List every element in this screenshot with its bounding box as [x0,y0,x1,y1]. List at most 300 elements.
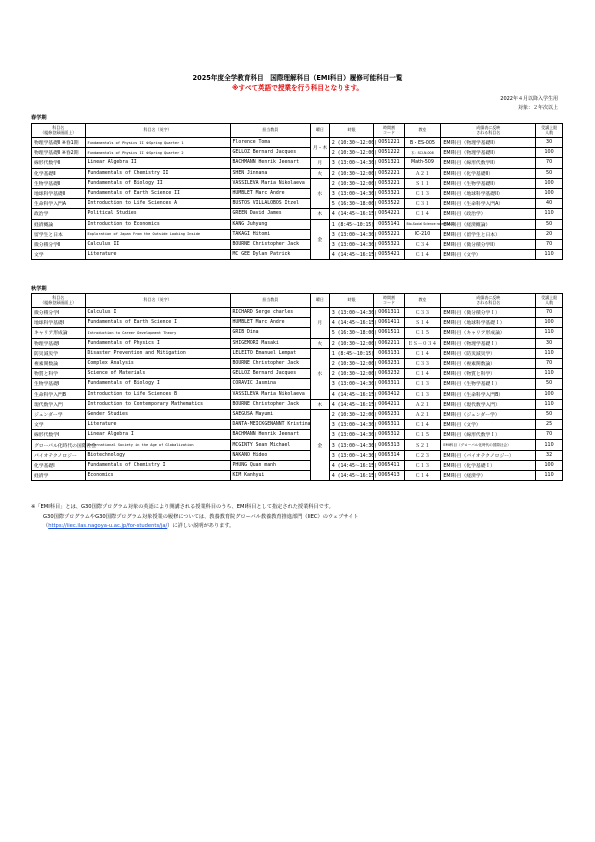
course-room: Ｃ１５ [404,328,441,338]
course-time: 2 (10:30～12:00) [329,358,374,368]
table-row [32,178,563,188]
course-emi-name: EMI科目（生物学基礎Ｉ） [441,379,536,389]
course-time: 4 (14:45～16:15) [329,460,374,470]
course-instructor: BOURNE Christopher Jack [230,239,310,249]
course-room: ＥＳ－０３４ [404,338,441,348]
col-room-header: 教室 [404,294,441,308]
course-capacity: 30 [536,138,563,148]
course-instructor: HUMBLET Marc Andre [230,318,310,328]
table-row [32,338,563,348]
course-room: Ｃ１４ [404,369,441,379]
course-subject: 生命科学入門B [32,389,86,399]
course-code: 0065311 [374,420,404,430]
course-instructor: DANTA-MEICKGENANNT Kristina [230,420,310,430]
course-emi-name: EMI科目（文学） [441,420,536,430]
course-english-name: Fundamentals of Physics II ※Spring Quarter 2 [85,148,230,158]
course-subject: 防災減災学 [32,348,86,358]
table-row [32,308,563,318]
table-row [32,250,563,260]
course-room: Ｃ１４ [404,420,441,430]
course-capacity: 110 [536,328,563,338]
col-capacity-header: 受講上限 人数 [536,124,563,138]
course-english-name: Fundamentals of Earth Science II [85,188,230,198]
course-code: 0051321 [374,158,404,168]
course-code: 0063412 [374,389,404,399]
course-emi-name: EMI科目（物理学基礎II） [441,148,536,158]
course-code: 0062211 [374,338,404,348]
table-header-row [32,124,563,138]
course-room: Bio-Social Science room(DA-1) [404,219,441,229]
course-capacity: 110 [536,348,563,358]
course-time: 2 (10:30～12:00) [329,369,374,379]
course-instructor: Florence Toma [230,138,310,148]
col-day-header: 曜日 [310,124,329,138]
footnotes [31,503,563,532]
course-time: 1 (8:45～10:15) [329,219,374,229]
course-instructor: HUMBLET Marc Andre [230,188,310,198]
course-english-name: Gender Studies [85,409,230,419]
course-subject: グローバル化時代の国際社会 [32,440,86,450]
course-time: 4 (14:45～16:15) [329,250,374,260]
course-code: 0063232 [374,369,404,379]
course-english-name: Fundamentals of Earth Science I [85,318,230,328]
course-capacity: 110 [536,399,563,409]
table-row [32,358,563,368]
course-english-name: International Society in the Age of Globalization [85,440,230,450]
course-time: 2 (10:30～12:00) [329,168,374,178]
course-day: 水 [310,348,329,399]
course-capacity: 70 [536,430,563,440]
course-instructor: BOURNE Christopher Jack [230,358,310,368]
course-emi-name: EMI科目（生物学基礎II） [441,178,536,188]
course-instructor: TAKAGI Hitomi [230,229,310,239]
spring-course-table [31,123,563,260]
course-room: Ｓ２１ [404,440,441,450]
course-time: 4 (14:45～16:15) [329,389,374,399]
course-code: 0065231 [374,409,404,419]
col-instructor-header: 担当教員 [230,124,310,138]
course-instructor: MC GEE Dylan Patrick [230,250,310,260]
table-row [32,399,563,409]
course-emi-name: EMI科目（微分積分学II） [441,239,536,249]
table-row [32,219,563,229]
target-note: 対象：２年次以上 [517,105,558,111]
course-code: 0065411 [374,460,404,470]
course-time: 5 (16:30～18:00) [329,199,374,209]
course-subject: 地球科学基礎Ⅱ [32,188,86,198]
table-row [32,188,563,198]
course-instructor: SHIGEMORI Masaki [230,338,310,348]
course-capacity: 110 [536,440,563,450]
course-room: 木：SCI-N-008 [404,148,441,158]
course-emi-name: EMI科目（政治学） [441,209,536,219]
course-emi-name: EMI科目（微分積分学Ｉ） [441,308,536,318]
course-day: 月 [310,158,329,168]
course-instructor: SAEGUSA Mayumi [230,409,310,419]
course-code: 0051222 [374,148,404,158]
table-row [32,318,563,328]
course-time: 3 (13:00～14:30) [329,229,374,239]
course-time: 3 (13:00～14:30) [329,188,374,198]
course-instructor: SHEN Jinnana [230,168,310,178]
course-instructor: GELLOZ Bernard Jacques [230,148,310,158]
course-subject: 複素関数論 [32,358,86,368]
course-english-name: Disaster Prevention and Mitigation [85,348,230,358]
course-english-name: Complex Analysis [85,358,230,368]
course-day: 木 [310,399,329,409]
course-capacity: 32 [536,450,563,460]
course-instructor: LELEITO Emanuel Lempat [230,348,310,358]
course-emi-name: EMI科目（経済学） [441,471,536,481]
course-time: 3 (13:00～14:30) [329,420,374,430]
course-english-name: Fundamentals of Biology I [85,379,230,389]
course-emi-name: EMI科目（生命科学入門A） [441,199,536,209]
course-day: 月 [310,308,329,339]
course-english-name: Literature [85,420,230,430]
course-code: 0053221 [374,178,404,188]
course-time: 2 (10:30～12:00) [329,338,374,348]
course-code: 0053522 [374,199,404,209]
course-time: 4 (14:45～16:15) [329,399,374,409]
course-room: Ｃ１３ [404,389,441,399]
course-english-name: Introduction to Life Sciences B [85,389,230,399]
course-capacity: 100 [536,188,563,198]
col-time-header: 時限 [329,124,374,138]
course-instructor: NAKANO Hideo [230,450,310,460]
course-code: 0063131 [374,348,404,358]
course-day: 火 [310,338,329,348]
course-instructor: CORAVIC Jasmina [230,379,310,389]
course-subject: 物理学基礎Ⅱ ※春1期 [32,138,86,148]
footnote-website [31,522,563,532]
course-english-name: Economics [85,471,230,481]
table-row [32,199,563,209]
course-room: Ｓ１４ [404,318,441,328]
course-emi-name: EMI科目（キャリア形成論） [441,328,536,338]
course-emi-name: EMI科目（物質と科学） [441,369,536,379]
col-room-header: 教室 [404,124,441,138]
table-row [32,239,563,249]
course-code: 0065314 [374,450,404,460]
course-english-name: Linear Algebra II [85,158,230,168]
course-instructor: BUSTOS VILLALOBOS Itzel [230,199,310,209]
col-english-header: 科目名（英字） [85,124,230,138]
course-emi-name: EMI科目（生命科学入門B） [441,389,536,399]
course-code: 0053321 [374,188,404,198]
course-capacity: 20 [536,229,563,239]
table-row [32,209,563,219]
course-subject: キャリア形成論 [32,328,86,338]
course-instructor: VASSILEVA Maria Nikolaeva [230,389,310,399]
course-subject: 物理学基礎Ⅱ ※春2期 [32,148,86,158]
course-emi-name: EMI科目（防災減災学） [441,348,536,358]
table-row [32,389,563,399]
course-room: Ｃ１４ [404,250,441,260]
table-row [32,430,563,440]
course-code: 0055141 [374,219,404,229]
course-code: 0052221 [374,168,404,178]
course-capacity: 110 [536,209,563,219]
course-time: 3 (13:00～14:30) [329,430,374,440]
iiec-website-link[interactable]: https://iiec.ilas.nagoya-u.ac.jp/for-students/ja/ [48,523,168,530]
course-code: 0065413 [374,471,404,481]
table-row [32,328,563,338]
course-capacity: 100 [536,318,563,328]
col-time-header: 時限 [329,294,374,308]
course-time: 4 (14:45～16:15) [329,209,374,219]
table-row [32,471,563,481]
course-time: 1 (8:45～10:15) [329,348,374,358]
course-english-name: Literature [85,250,230,260]
course-emi-name: EMI科目（化学基礎II） [441,168,536,178]
course-capacity: 100 [536,148,563,158]
col-emi-header: 成績表に反映 される科目名 [441,294,536,308]
course-english-name: Political Studies [85,209,230,219]
col-capacity-header: 受講上限 人数 [536,294,563,308]
course-room: B・ES-005 [404,138,441,148]
course-capacity: 100 [536,178,563,188]
course-subject: 化学基礎Ⅱ [32,168,86,178]
course-capacity: 50 [536,379,563,389]
course-instructor: BACHMANN Henrik Jeenart [230,158,310,168]
course-instructor: GRIB Dina [230,328,310,338]
col-code-header: 時間割 コード [374,124,404,138]
course-code: 0055321 [374,239,404,249]
footnote-emi-definition: ※「EMI科目」とは、G30国際プログラム対象の英語により開講される授業科目のうち、EMI科目として指定された授業科目です。 [31,504,334,510]
course-room: Ｃ１３ [404,460,441,470]
course-subject: 経済学 [32,471,86,481]
course-time: 3 (13:00～14:30) [329,158,374,168]
course-room: Ｃ１３ [404,379,441,389]
course-day: 月・木 [310,138,329,158]
course-day: 火 [310,168,329,178]
course-instructor: BOURNE Christopher Jack [230,399,310,409]
footnote-g30-info: G30国際プログラムやG30国際プログラム対象授業の履修については、教養教育院グローバル教養教育推進部門（IIEC）のウェブサイト [43,513,359,520]
course-english-name: Fundamentals of Physics II ※Spring Quarter 1 [85,138,230,148]
course-room: Ｃ３３ [404,358,441,368]
course-code: 0054221 [374,209,404,219]
course-capacity: 70 [536,239,563,249]
footnote-paren-open: （ [43,523,49,530]
course-subject: 現代数学入門 [32,399,86,409]
course-time: 3 (13:00～14:30) [329,308,374,318]
course-emi-name: EMI科目（線形代数学II） [441,158,536,168]
course-instructor: VASSILEVA Maria Nikolaeva [230,178,310,188]
table-row [32,158,563,168]
course-capacity: 100 [536,389,563,399]
course-room: Ｃ１５ [404,430,441,440]
course-english-name: Calculus I [85,308,230,318]
course-code: 0065312 [374,430,404,440]
course-english-name: Fundamentals of Biology II [85,178,230,188]
col-subject-header: 科目名 （履修登録画面上） [32,294,86,308]
course-capacity: 30 [536,338,563,348]
course-subject: 線形代数学Ⅱ [32,158,86,168]
course-emi-name: EMI科目（物理学基礎Ｉ） [441,338,536,348]
fall-term-label: 秋学期 [31,286,47,292]
course-instructor: GELLOZ Bernard Jacques [230,369,310,379]
course-instructor: MCGINTY Sean Michael [230,440,310,450]
course-english-name: Exploration of Japan From the Outside Looking Inside [85,229,230,239]
course-room: Ｃ３３ [404,308,441,318]
course-english-name: Science of Materials [85,369,230,379]
course-english-name: Introduction to Contemporary Mathematics [85,399,230,409]
course-capacity: 40 [536,199,563,209]
table-row [32,229,563,239]
course-time: 2 (10:30～12:00) [329,148,374,158]
course-capacity: 70 [536,308,563,318]
course-subject: 化学基礎Ⅰ [32,460,86,470]
course-subject: 微分積分学Ⅰ [32,308,86,318]
course-room: Ａ２１ [404,409,441,419]
course-emi-name: EMI科目（バイオテクノロジー） [441,450,536,460]
table-row [32,379,563,389]
course-code: 0063231 [374,358,404,368]
col-day-header: 曜日 [310,294,329,308]
table-row [32,460,563,470]
table-row [32,369,563,379]
table-row [32,148,563,158]
course-code: 0063311 [374,379,404,389]
course-room: Ｃ３４ [404,239,441,249]
table-row [32,138,563,148]
course-emi-name: EMI科目（複素関数論） [441,358,536,368]
col-english-header: 科目名（英字） [85,294,230,308]
course-emi-name: EMI科目（地球科学基礎II） [441,188,536,198]
course-english-name: Fundamentals of Chemistry II [85,168,230,178]
course-time: 2 (10:30～12:00) [329,138,374,148]
course-capacity: 70 [536,158,563,168]
course-english-name: Fundamentals of Physics I [85,338,230,348]
course-capacity: 50 [536,168,563,178]
course-day: 金 [310,219,329,260]
course-code: 0061311 [374,308,404,318]
table-header-row [32,294,563,308]
course-code: 0064211 [374,399,404,409]
table-row [32,168,563,178]
course-time: 3 (13:00～14:30) [329,440,374,450]
course-capacity: 100 [536,460,563,470]
col-instructor-header: 担当教員 [230,294,310,308]
course-subject: 政治学 [32,209,86,219]
course-code: 0051221 [374,138,404,148]
document-subtitle: ※すべて英語で授業を行う科目となります。 [231,84,364,92]
table-row [32,440,563,450]
course-instructor: RICHARD Serge charles [230,308,310,318]
course-room: Ｃ１４ [404,348,441,358]
course-subject: 物質と科学 [32,369,86,379]
course-code: 0055221 [374,229,404,239]
course-subject: 地球科学基礎Ⅰ [32,318,86,328]
course-subject: 文学 [32,420,86,430]
course-subject: 生物学基礎Ⅰ [32,379,86,389]
course-subject: 微分積分学Ⅱ [32,239,86,249]
course-emi-name: EMI科目（物理学基礎II） [441,138,536,148]
course-english-name: Biotechnology [85,450,230,460]
course-room: Ｃ３１ [404,199,441,209]
course-day: 金 [310,409,329,480]
course-capacity: 70 [536,358,563,368]
course-instructor: BACHMANN Henrik Jeenart [230,430,310,440]
table-row [32,348,563,358]
course-room: Ｃ１４ [404,471,441,481]
course-english-name: Introduction to Career Development Theory [85,328,230,338]
course-time: 4 (14:45～16:15) [329,471,374,481]
table-row [32,420,563,430]
course-subject: 物理学基礎Ⅰ [32,338,86,348]
course-time: 4 (14:45～16:15) [329,318,374,328]
course-room: Math-509 [404,158,441,168]
intake-note: 2022年４月以降入学生用 [500,96,558,102]
course-time: 2 (10:30～12:00) [329,178,374,188]
course-capacity: 110 [536,250,563,260]
course-time: 3 (13:00～14:30) [329,379,374,389]
course-instructor: PHUNG Quan manh [230,460,310,470]
course-room: Ｃ１３ [404,188,441,198]
spring-term-label: 春学期 [31,115,47,121]
course-room: Ｃ１４ [404,209,441,219]
course-capacity: 25 [536,420,563,430]
course-subject: 留学生と日本 [32,229,86,239]
course-code: 0061411 [374,318,404,328]
course-day: 水 [310,178,329,209]
course-emi-name: EMI科目（経済概論） [441,219,536,229]
course-english-name: Linear Algebra I [85,430,230,440]
course-room: Ｓ１１ [404,178,441,188]
course-emi-name: EMI科目（グローバル化時代の国際社会） [441,440,536,450]
course-room: Ａ２１ [404,168,441,178]
course-emi-name: EMI科目（線形代数学Ｉ） [441,430,536,440]
table-row [32,409,563,419]
table-row [32,450,563,460]
course-english-name: Introduction to Life Sciences A [85,199,230,209]
course-subject: バイオテクノロジー [32,450,86,460]
course-subject: 生命科学入門A [32,199,86,209]
course-emi-name: EMI科目（現代数学入門） [441,399,536,409]
course-capacity: 50 [536,409,563,419]
course-subject: 文学 [32,250,86,260]
course-emi-name: EMI科目（化学基礎Ｉ） [441,460,536,470]
course-subject: 経済概論 [32,219,86,229]
fall-course-table [31,293,563,481]
course-subject: ジェンダー学 [32,409,86,419]
course-time: 3 (13:00～14:30) [329,239,374,249]
course-day: 木 [310,209,329,219]
col-code-header: 時間割 コード [374,294,404,308]
footnote-paren-close: ）に詳しい説明があります。 [167,523,235,530]
course-code: 0065313 [374,440,404,450]
course-room: Ｃ２３ [404,450,441,460]
course-english-name: Introduction to Economics [85,219,230,229]
course-capacity: 110 [536,471,563,481]
course-emi-name: EMI科目（留学生と日本） [441,229,536,239]
course-capacity: 50 [536,219,563,229]
course-time: 5 (16:30～18:00) [329,328,374,338]
course-emi-name: EMI科目（文学） [441,250,536,260]
course-instructor: GREEN David James [230,209,310,219]
col-subject-header: 科目名 （履修登録画面上） [32,124,86,138]
course-emi-name: EMI科目（地球科学基礎Ｉ） [441,318,536,328]
course-emi-name: EMI科目（ジェンダー学） [441,409,536,419]
course-room: IC-210 [404,229,441,239]
course-code: 0055421 [374,250,404,260]
course-instructor: KANG Juhyung [230,219,310,229]
course-time: 2 (10:30～12:00) [329,409,374,419]
course-room: Ａ２１ [404,399,441,409]
course-english-name: Calculus II [85,239,230,249]
course-code: 0061511 [374,328,404,338]
course-capacity: 110 [536,369,563,379]
